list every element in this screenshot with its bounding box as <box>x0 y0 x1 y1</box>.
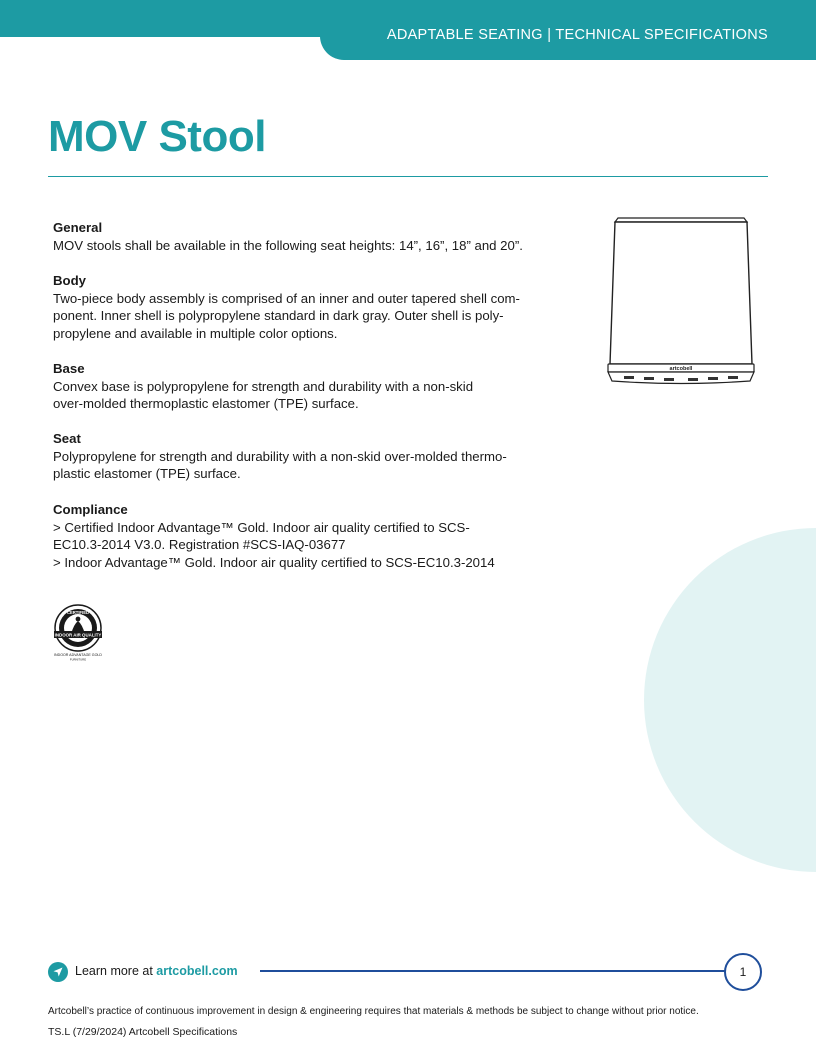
badge-bottom-text: INDOOR ADVANTAGE GOLD <box>54 653 102 657</box>
section-heading: Base <box>53 361 85 376</box>
section-heading: Body <box>53 273 86 288</box>
decorative-circle <box>644 528 816 872</box>
badge-top-text: CERTIFIED <box>66 610 90 615</box>
certified-indoor-air-quality-badge <box>52 604 104 662</box>
spec-general <box>53 219 573 254</box>
spec-body <box>53 272 573 342</box>
section-heading: Seat <box>53 431 81 446</box>
section-line: Polypropylene for strength and durability with a non-skid over-molded thermo- <box>53 448 507 464</box>
badge-sub-text: FURNITURE <box>69 657 87 662</box>
section-line: > Indoor Advantage™ Gold. Indoor air quality certified to SCS-EC10.3-2014 <box>53 554 495 570</box>
section-line: MOV stools shall be available in the following seat heights: 14”, 16”, 18” and 20”. <box>53 237 523 253</box>
section-heading: Compliance <box>53 502 128 517</box>
product-image-stool <box>604 214 760 390</box>
header-title: ADAPTABLE SEATING | TECHNICAL SPECIFICATIONS <box>386 27 768 43</box>
footer-disclaimer: Artcobell’s practice of continuous improvement in design & engineering requires that materials & methods be subject to change without prior notice. <box>48 1006 699 1017</box>
title-divider <box>48 176 768 177</box>
page-number: 1 <box>724 953 762 991</box>
page-title: MOV Stool <box>48 112 266 161</box>
navigation-arrow-icon <box>48 962 68 982</box>
spec-seat <box>53 430 573 483</box>
learn-more-prefix: Learn more at <box>75 964 157 978</box>
spec-base <box>53 360 573 413</box>
brand-mark: artcobell <box>669 366 693 372</box>
section-line: ponent. Inner shell is polypropylene standard in dark gray. Outer shell is poly- <box>53 308 504 323</box>
footer-divider <box>260 970 726 972</box>
learn-more-text <box>75 964 238 978</box>
section-line: propylene and available in multiple color options. <box>53 325 338 341</box>
section-line: > Certified Indoor Advantage™ Gold. Indoor air quality certified to SCS- <box>53 519 470 535</box>
section-line: Convex base is polypropylene for strength and durability with a non-skid <box>53 378 474 394</box>
section-line: plastic elastomer (TPE) surface. <box>53 466 241 481</box>
section-line: EC10.3-2014 V3.0. Registration #SCS-IAQ-03677 <box>53 537 346 552</box>
section-heading: General <box>53 220 103 235</box>
spec-compliance <box>53 501 573 571</box>
section-line: Two-piece body assembly is comprised of an inner and outer tapered shell com- <box>53 290 520 306</box>
document-reference: TS.L (7/29/2024) Artcobell Specifications <box>48 1026 238 1038</box>
section-line: over-molded thermoplastic elastomer (TPE) surface. <box>53 396 359 411</box>
website-link[interactable]: artcobell.com <box>156 964 238 978</box>
badge-main-text: INDOOR AIR QUALITY <box>54 632 102 638</box>
